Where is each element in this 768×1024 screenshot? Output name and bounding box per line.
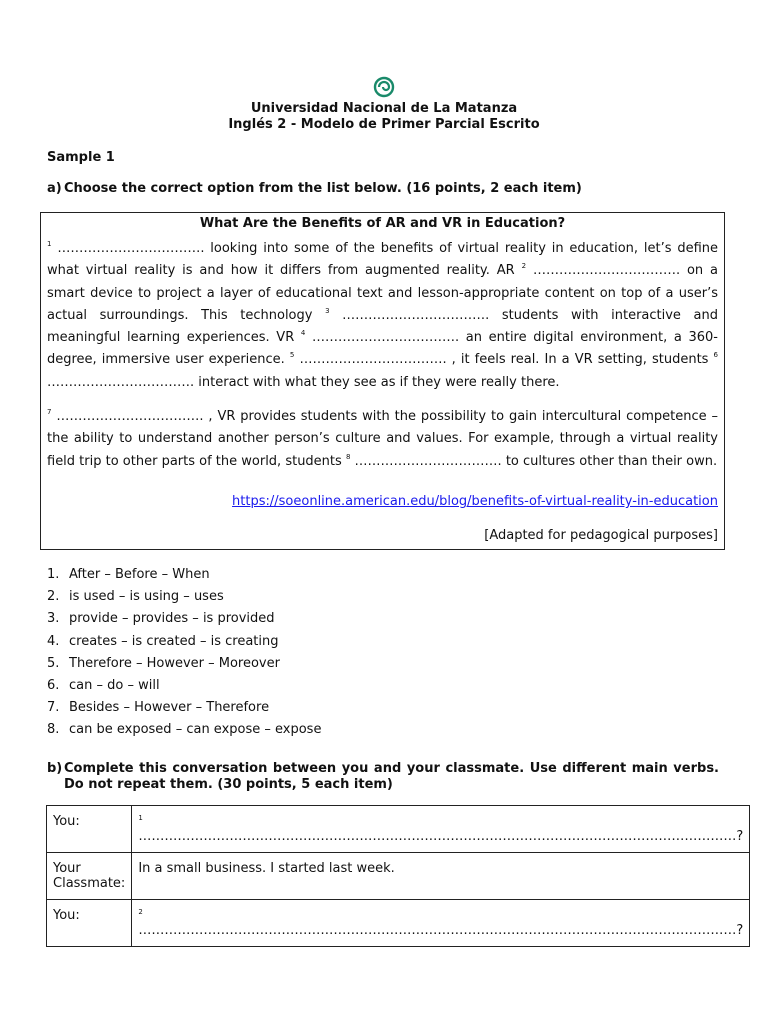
options-list [47, 564, 321, 742]
answer-cell[interactable]: $^1$ …………………………………………………………………………………………………………………………? [132, 806, 750, 853]
section-b-label: b) [47, 761, 63, 776]
section-b-instruction-line-1: Complete this conversation between you and your classmate. Use different main verbs. [64, 761, 719, 776]
sample-label: Sample 1 [47, 150, 115, 165]
list-item: 8. can be exposed – can expose – expose [47, 722, 322, 738]
passage-paragraph-2: $^7$ ……………………………. , VR provides students with the possibility to gain intercultural competence –the ability to understand another person’s culture and values. For example, through a virtual reality field trip to other parts of the world, students $^8$ ……………………………. to cultures other than their own. [47, 408, 718, 469]
list-item: 4. creates – is created – is creating [47, 633, 279, 649]
section-a-instruction: Choose the correct option from the list below. (16 points, 2 each item) [64, 181, 582, 196]
adapted-note: [Adapted for pedagogical purposes] [484, 528, 718, 543]
source-link[interactable]: https://soeonline.american.edu/blog/benefits-of-virtual-reality-in-education [232, 494, 718, 509]
table-row [47, 853, 750, 900]
answer-cell[interactable]: $^2$ …………………………………………………………………………………………………………………………? [132, 900, 750, 947]
list-item: 3. provide – provides – is provided [47, 611, 275, 627]
conversation-table [46, 805, 750, 947]
university-logo-icon [373, 76, 395, 98]
exam-title: Inglés 2 - Modelo de Primer Parcial Escrito [228, 117, 540, 132]
list-item: 1. After – Before – When [47, 567, 210, 582]
speaker-cell: Your Classmate: [47, 853, 132, 900]
section-a-label: a) [47, 181, 62, 196]
answer-cell: In a small business. I started last week. [132, 853, 750, 900]
speaker-cell: You: [47, 806, 132, 853]
table-row [47, 900, 750, 947]
list-item: 2. is used – is using – uses [47, 589, 224, 605]
passage-paragraph-1: $^1$ ……………………………. looking into some of the benefits of virtual reality in education, let’s define what virtual reality is and how it differs from augmented reality. AR $^2$ ……………………………. on a smart device to project a layer of educational text and lesson-appropriate content on top of a user’s actual surroundings. This technology $^3$ ……………………………. students with interactive and meaningful learning experiences. VR $^4$ ……………………………. an entire digital environment, a 360-degree, immersive user experience. $^5$ ……………………………. , it feels real. In a VR setting, students $^6$ ……………………………. interact with what they see as if they were really there. [47, 240, 719, 390]
section-b-instruction-line-2: Do not repeat them. (30 points, 5 each item) [64, 776, 393, 792]
section-a-heading [47, 181, 582, 196]
university-name: Universidad Nacional de La Matanza [250, 101, 518, 116]
table-row [47, 806, 750, 853]
list-item: 7. Besides – However – Therefore [47, 700, 270, 716]
section-b-heading [47, 761, 719, 792]
list-item: 5. Therefore – However – Moreover [47, 655, 280, 671]
passage-title: What Are the Benefits of AR and VR in Education? [199, 216, 566, 231]
speaker-cell: You: [47, 900, 132, 947]
reading-passage-box [40, 212, 725, 550]
list-item: 6. can – do – will [47, 677, 160, 693]
